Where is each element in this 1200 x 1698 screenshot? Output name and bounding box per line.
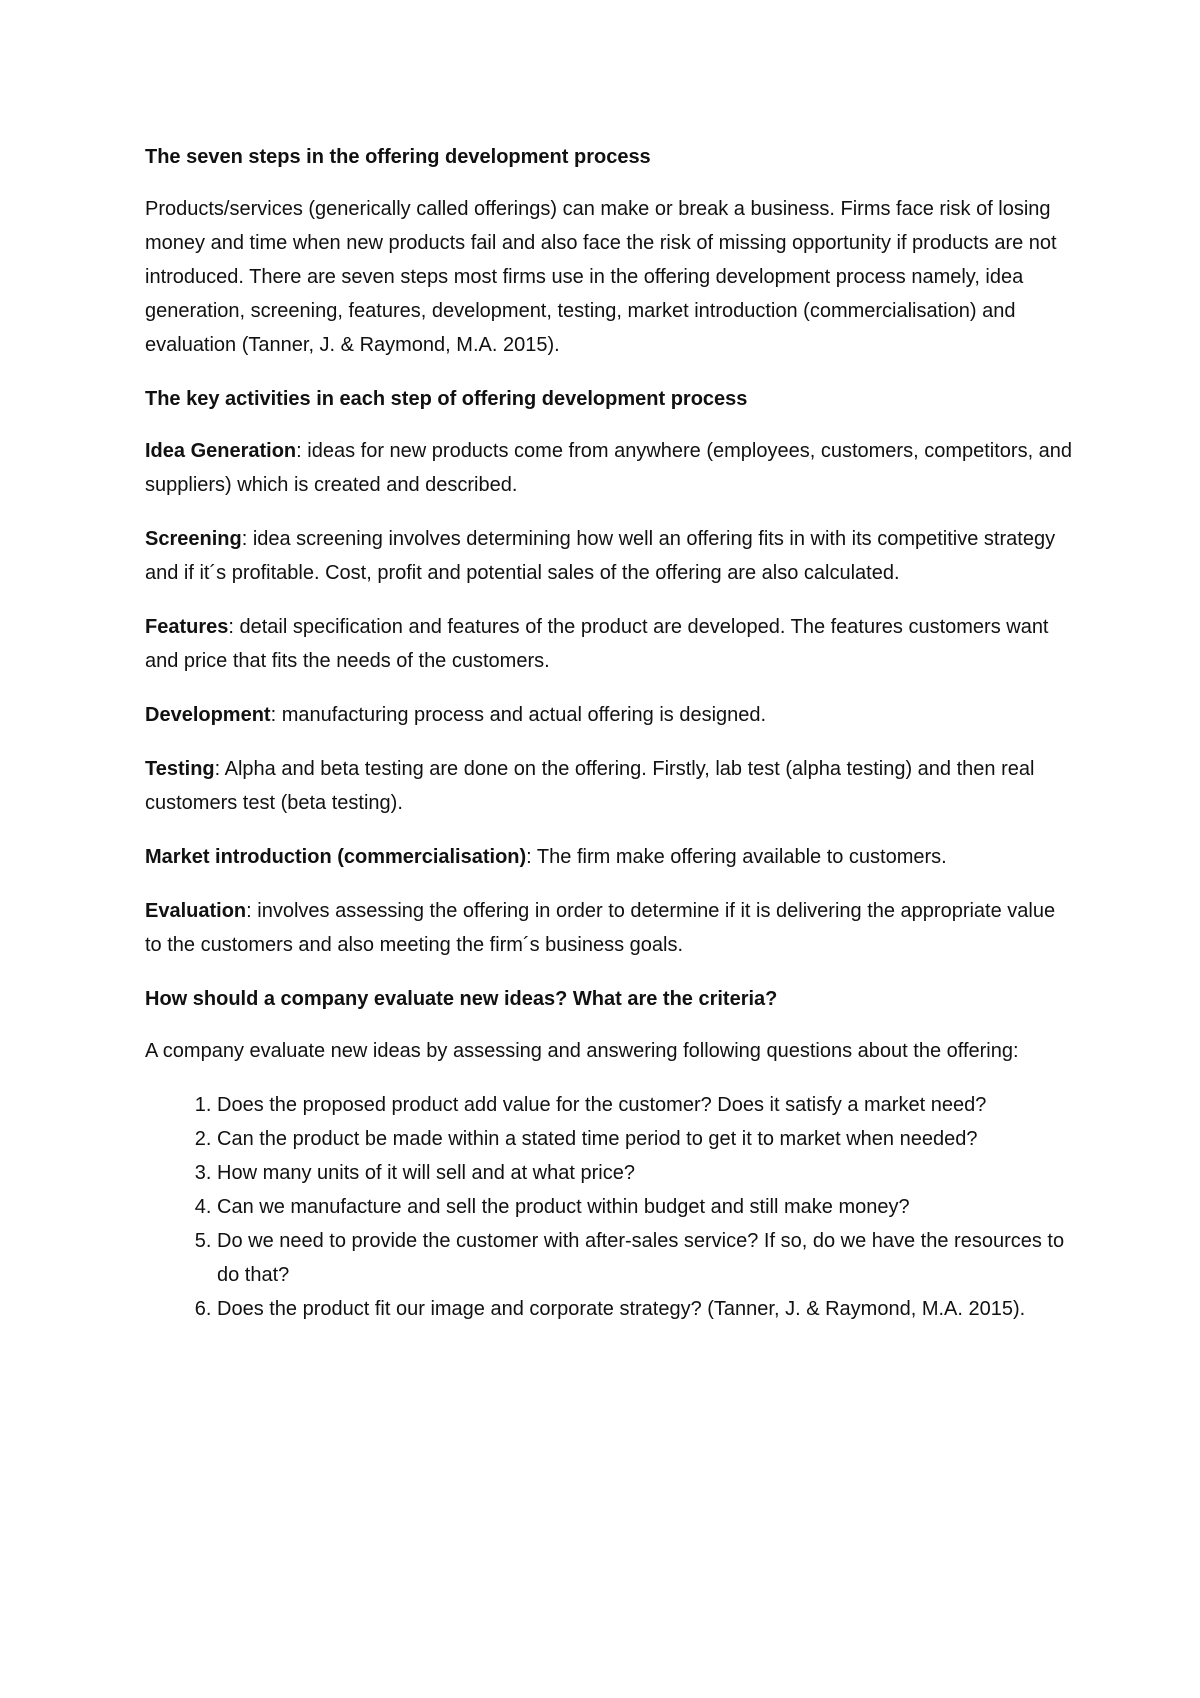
list-item: 5. Do we need to provide the customer with after-sales service? If so, do we have the resources to do that? [217,1224,1075,1292]
step-term: Screening [145,528,242,550]
intro-paragraph: Products/services (generically called offerings) can make or break a business. Firms face risk of losing money and time when new products fail and also face the risk of missing opportunity if products are not introduced. There are seven steps most firms use in the offering development process namely, idea generation, screening, features, development, testing, market introduction (commercialisation) and evaluation (Tanner, J. & Raymond, M.A. 2015). [145,198,1057,356]
list-item: 4. Can we manufacture and sell the product within budget and still make money? [217,1190,1075,1224]
step-term: Features [145,616,229,638]
step-description: : Alpha and beta testing are done on the offering. Firstly, lab test (alpha testing) and then real customers test (beta testing). [145,758,1035,814]
step-market-introduction [145,840,1075,874]
step-description: : The firm make offering available to customers. [526,846,947,868]
heading-key-activities: The key activities in each step of offering development process [145,388,748,410]
step-evaluation [145,894,1075,962]
step-screening [145,522,1075,590]
step-idea-generation [145,434,1075,502]
heading-evaluate-ideas: How should a company evaluate new ideas? What are the criteria? [145,988,778,1010]
criteria-list [145,1088,1075,1326]
list-item: 1. Does the proposed product add value for the customer? Does it satisfy a market need? [217,1088,1075,1122]
step-description: : involves assessing the offering in order to determine if it is delivering the appropriate value to the customers and also meeting the firm´s business goals. [145,900,1056,956]
step-term: Testing [145,758,215,780]
step-term: Evaluation [145,900,247,922]
step-features [145,610,1075,678]
list-item: 2. Can the product be made within a stated time period to get it to market when needed? [217,1122,1075,1156]
step-development [145,698,1075,732]
step-term: Market introduction (commercialisation) [145,846,527,868]
step-description: : detail specification and features of the product are developed. The features customers want and price that fits the needs of the customers. [145,616,1049,672]
step-term: Development [145,704,271,726]
criteria-intro: A company evaluate new ideas by assessing and answering following questions about the offering: [145,1040,1019,1062]
step-description: : manufacturing process and actual offering is designed. [270,704,767,726]
document-page [145,140,1075,1326]
step-description: : ideas for new products come from anywhere (employees, customers, competitors, and suppliers) which is created and described. [145,440,1073,496]
list-item: 6. Does the product fit our image and corporate strategy? (Tanner, J. & Raymond, M.A. 2015). [217,1292,1075,1326]
list-item: 3. How many units of it will sell and at what price? [217,1156,1075,1190]
step-term: Idea Generation [145,440,297,462]
step-testing [145,752,1075,820]
heading-seven-steps: The seven steps in the offering development process [145,146,651,168]
step-description: : idea screening involves determining how well an offering fits in with its competitive strategy and if it´s profitable. Cost, profit and potential sales of the offering are also calculated. [145,528,1056,584]
